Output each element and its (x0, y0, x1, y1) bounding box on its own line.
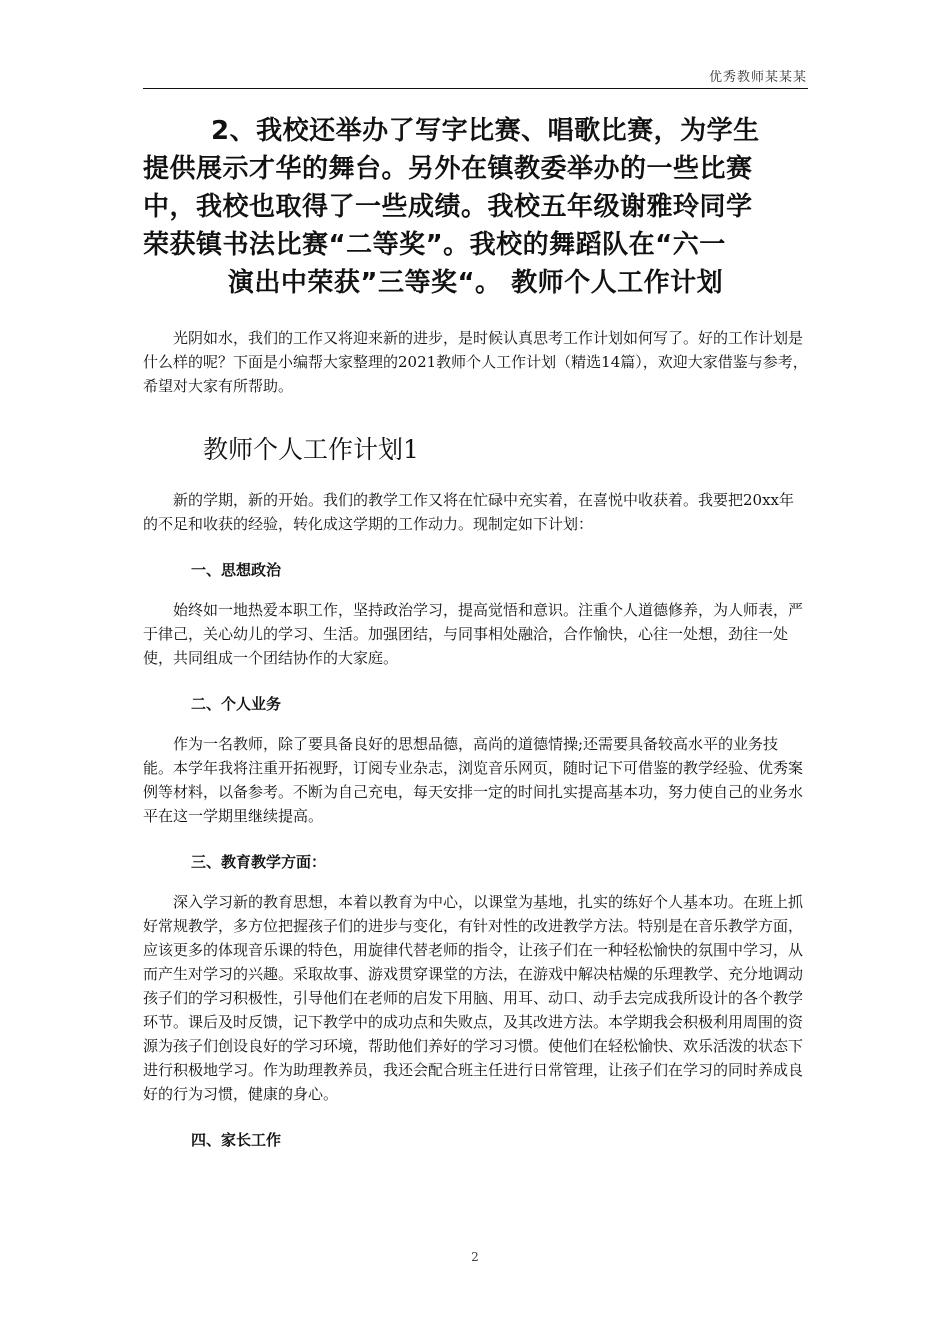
page-number: 2 (471, 1250, 479, 1264)
heading-line: 2、我校还举办了写字比赛、唱歌比赛，为学生 (211, 116, 760, 146)
subheading-teaching: 三、教育教学方面： (191, 853, 327, 871)
document-body (143, 112, 808, 1152)
subheading-politics: 一、思想政治 (191, 561, 282, 579)
top-heading (143, 112, 808, 302)
heading-line: 提供展示才华的舞台。另外在镇教委举办的一些比赛 (143, 154, 753, 184)
politics-paragraph: 始终如一地热爱本职工作，坚持政治学习，提高觉悟和意识。注重个人道德修养，为人师表，严于律己，关心幼儿的学习、生活。加强团结，与同事相处融洽，合作愉快，心往一处想，劲往一处使，共同组成一个团结协作的大家庭。 (143, 601, 804, 667)
teaching-paragraph: 深入学习新的教育思想，本着以教育为中心，以课堂为基地，扎实的练好个人基本功。在班上抓好常规教学，多方位把握孩子们的进步与变化，有针对性的改进教学方法。特别是在音乐教学方面，应该更多的体现音乐课的特色，用旋律代替老师的指令，让孩子们在一种轻松愉快的氛围中学习，从而产生对学习的兴趣。采取故事、游戏贯穿课堂的方法，在游戏中解决枯燥的乐理教学、充分地调动孩子们的学习积极性，引导他们在老师的启发下用脑、用耳、动口、动手去完成我所设计的各个教学环节。课后及时反馈，记下教学中的成功点和失败点，及其改进方法。本学期我会积极利用周围的资源为孩子们创设良好的学习环境，帮助他们养好的学习习惯。使他们在轻松愉快、欢乐活泼的状态下进行积极地学习。作为助理教养员，我还会配合班主任进行日常管理，让孩子们在学习的同时养成良好的行为习惯，健康的身心。 (143, 893, 804, 1103)
personal-business-paragraph: 作为一名教师，除了要具备良好的思想品德，高尚的道德情操;还需要具备较高水平的业务技能。本学年我将注重开拓视野，订阅专业杂志，浏览音乐网页，随时记下可借鉴的教学经验、优秀案例等材料，以备参考。不断为自己充电，每天安排一定的时间扎实提高基本功，努力使自己的业务水平在这一学期里继续提高。 (143, 735, 804, 825)
header-divider (143, 88, 808, 89)
page-header: 优秀教师某某某 (708, 70, 807, 85)
heading-line: 中，我校也取得了一些成绩。我校五年级谢雅玲同学 (143, 192, 753, 222)
intro-paragraph: 光阴如水，我们的工作又将迎来新的进步，是时候认真思考工作计划如何写了。好的工作计划是什么样的呢？下面是小编帮大家整理的2021教师个人工作计划（精选14篇），欢迎大家借鉴与参考，希望对大家有所帮助。 (143, 329, 808, 395)
subheading-parents: 四、家长工作 (191, 1131, 282, 1149)
section-title: 教师个人工作计划1 (203, 435, 419, 464)
subheading-personal-business: 二、个人业务 (191, 695, 282, 713)
heading-line: 荣获镇书法比赛“二等奖”。我校的舞蹈队在“六一 (143, 230, 726, 260)
opening-paragraph: 新的学期，新的开始。我们的教学工作又将在忙碌中充实着，在喜悦中收获着。我要把20xx年的不足和收获的经验，转化成这学期的工作动力。现制定如下计划： (143, 491, 795, 533)
heading-line: 演出中荣获”三等奖“。 教师个人工作计划 (227, 268, 724, 298)
